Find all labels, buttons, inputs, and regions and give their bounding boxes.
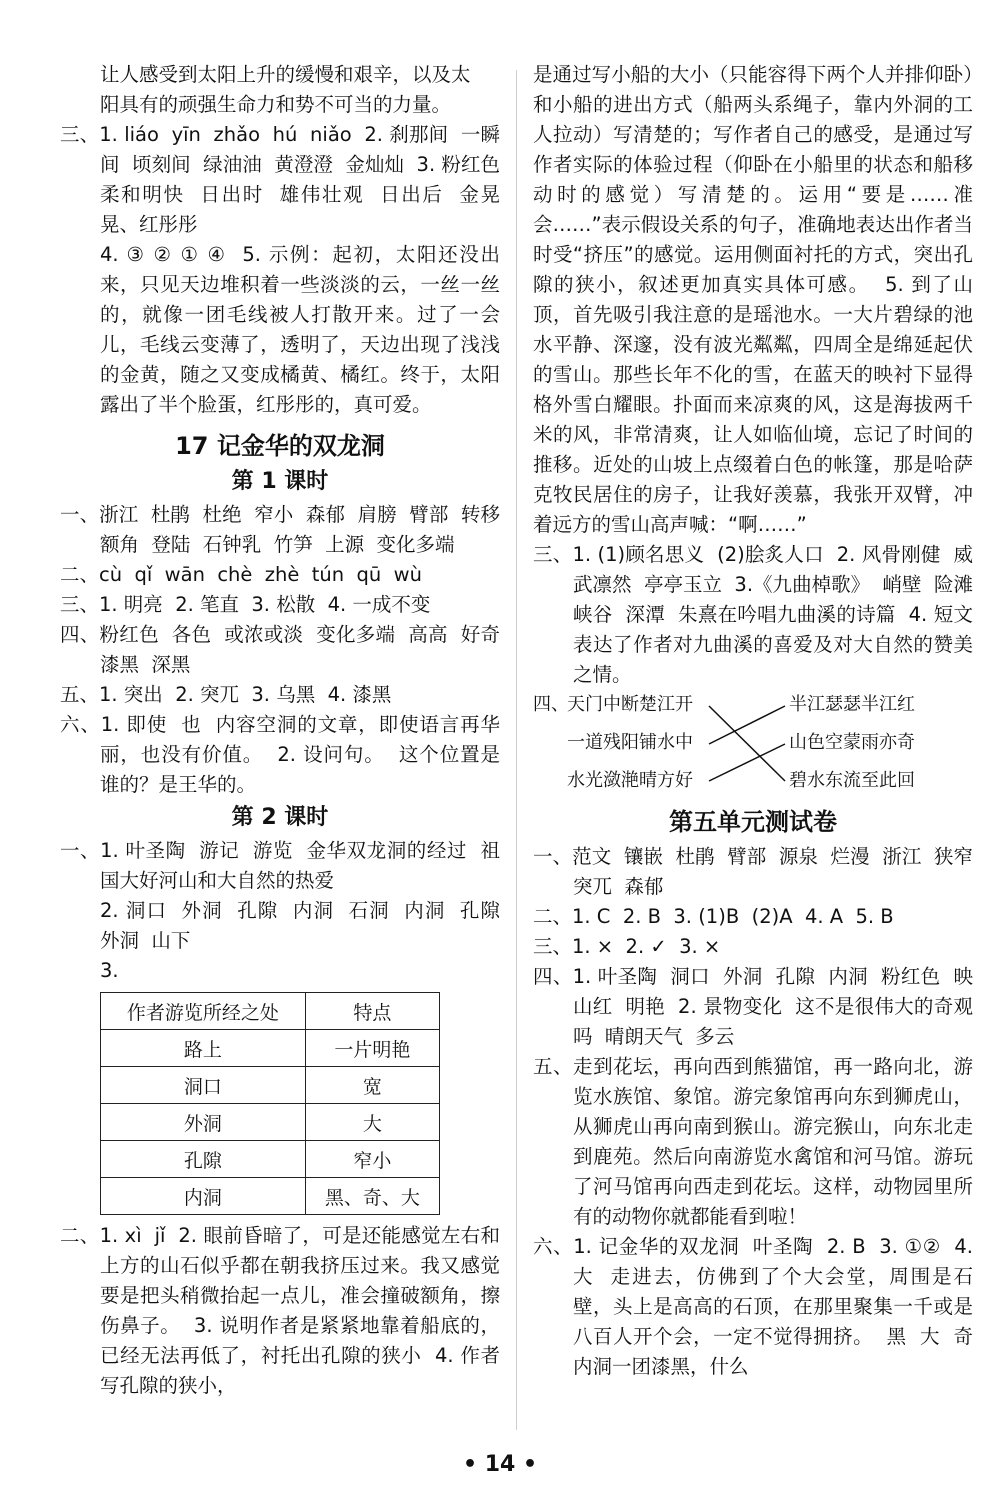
period-2-item: 3. (100, 959, 119, 982)
table-cell: 窄小 (305, 1141, 439, 1178)
period-1-item: 一、浙江 杜鹃 杜绝 窄小 森郁 肩膀 臂部 转移 额角 登陆 石钟乳 竹笋 上源 变化多端 (60, 503, 513, 556)
test-item: 一、范文 镶嵌 杜鹃 臂部 源泉 烂漫 浙江 狭窄 突兀 森郁 (533, 845, 986, 898)
period-1-item: 五、1. 突出 2. 突兀 3. 乌黑 4. 漆黑 (60, 683, 392, 706)
table-cell: 一片明艳 (305, 1030, 439, 1067)
match-line (709, 744, 785, 781)
poem-matching (533, 692, 973, 796)
poem-left-line: 天门中断楚江开 (567, 694, 693, 715)
matching-lines (533, 692, 973, 796)
right-column (533, 60, 986, 1382)
table-cell: 黑、奇、大 (305, 1178, 439, 1215)
match-line (709, 706, 785, 744)
test-item: 六、1. 记金华的双龙洞 叶圣陶 2. B 3. ①② 4. 大 走进去，仿佛到了个大会堂，周围是石壁，头上是高高的石顶，在那里聚集一千或是八百人开个会，一定不觉得拥挤。 黑 大 奇 内洞一团漆黑，什么 (533, 1235, 986, 1378)
table-row (101, 1141, 440, 1178)
table-header-row (101, 993, 440, 1030)
test-item: 四、1. 叶圣陶 洞口 外洞 孔隙 内洞 粉红色 映山红 明艳 2. 景物变化 这不是很伟大的奇观吗 晴朗天气 多云 (533, 965, 973, 1048)
test-item: 五、走到花坛，再向西到熊猫馆，再一路向北，游览水族馆、象馆。游完象馆再向东到狮虎山，从狮虎山再向南到猴山。游完猴山，向东北走到鹿苑。然后向南游览水禽馆和河马馆。游玩了河马馆再向西走到花坛。这样，动物园里所有的动物你就都能看到啦！ (533, 1055, 973, 1228)
period-1-item: 四、粉红色 各色 或浓或淡 变化多端 高高 好奇 漆黑 深黑 (60, 623, 513, 676)
poem-right-line: 半江瑟瑟半江红 (789, 694, 915, 715)
unit-test-title: 第五单元测试卷 (669, 808, 837, 836)
section-3-answers: 三、1. (1)顾名思义 (2)脍炙人口 2. 风骨刚健 威武凛然 亭亭玉立 3.《九曲棹歌》 峭壁 险滩 峡谷 深潭 朱熹在吟唱九曲溪的诗篇 4. 短文表达了作者对九曲溪的喜爱及对大自然的赞美之情。 (533, 543, 986, 686)
poem-right-line: 碧水东流至此回 (789, 770, 915, 791)
test-item: 二、1. C 2. B 3. (1)B (2)A 4. A 5. B (533, 905, 894, 928)
intro-line: 让人感受到太阳上升的缓慢和艰辛，以及太 (100, 63, 471, 86)
places-table (100, 992, 440, 1215)
matching-label: 四、 (533, 694, 569, 715)
lesson-title: 17 记金华的双龙洞 (175, 432, 385, 460)
table-header-cell: 特点 (305, 993, 439, 1030)
test-item: 三、1. × 2. ✓ 3. × (533, 935, 721, 958)
table-row (101, 1178, 440, 1215)
left-column (60, 60, 513, 1401)
table-cell: 路上 (101, 1030, 306, 1067)
table-cell: 外洞 (101, 1104, 306, 1141)
table-cell: 内洞 (101, 1178, 306, 1215)
period-2-title: 第 2 课时 (231, 805, 329, 830)
period-2-section-2: 二、1. xì jǐ 2. 眼前昏暗了，可是还能感觉左右和上方的山石似乎都在朝我挤压过来。我又感觉要是把头稍微抬起一点儿，准会撞破额角，擦伤鼻子。 3. 说明作者是紧紧地靠着船底的，已经无法再低了，衬托出孔隙的狭小 4. 作者写孔隙的狭小， (60, 1224, 500, 1397)
table-row (101, 1030, 440, 1067)
period-1-title: 第 1 课时 (231, 469, 329, 494)
intro-line: 阳具有的顽强生命力和势不可当的力量。 (100, 93, 452, 116)
table-cell: 宽 (305, 1067, 439, 1104)
period-1-item: 六、1. 即使 也 内容空洞的文章，即使语言再华丽，也没有价值。 2. 设问句。 这个位置是谁的？是王华的。 (60, 713, 500, 796)
column-divider (516, 70, 517, 1430)
table-cell: 洞口 (101, 1067, 306, 1104)
period-2-item: 一、1. 叶圣陶 游记 游览 金华双龙洞的经过 祖国大好河山和大自然的热爱 (60, 839, 500, 892)
table-cell: 大 (305, 1104, 439, 1141)
period-1-item: 三、1. 明亮 2. 笔直 3. 松散 4. 一成不变 (60, 593, 431, 616)
page-number: • 14 • (462, 1452, 538, 1477)
table-cell: 孔隙 (101, 1141, 306, 1178)
poem-left-line: 水光潋滟晴方好 (567, 770, 693, 791)
table-row (101, 1067, 440, 1104)
section-3-answers-continued: 4. ③ ② ① ④ 5. 示例：起初，太阳还没出来，只见天边堆积着一些淡淡的云，一丝一丝的，就像一团毛线被人打散开来。过了一会儿，毛线云变薄了，透明了，天边出现了浅浅的金黄，随之又变成橘黄、橘红。终于，太阳露出了半个脸蛋，红彤彤的，真可爱。 (100, 243, 500, 416)
poem-right-line: 山色空蒙雨亦奇 (789, 732, 915, 753)
poem-left-line: 一道残阳铺水中 (567, 732, 693, 753)
match-line (709, 706, 785, 781)
table-header-cell: 作者游览所经之处 (101, 993, 306, 1030)
section-3-answers: 三、1. liáo yīn zhǎo hú niǎo 2. 刹那间 一瞬间 顷刻间 绿油油 黄澄澄 金灿灿 3. 粉红色 柔和明快 日出时 雄伟壮观 日出后 金晃晃、红彤彤 (60, 123, 513, 236)
period-1-item: 二、cù qǐ wān chè zhè tún qū wù (60, 563, 422, 586)
period-2-item: 2. 洞口 外洞 孔隙 内洞 石洞 内洞 孔隙 外洞 山下 (100, 899, 513, 952)
continued-answer: 是通过写小船的大小（只能容得下两个人并排仰卧）和小船的进出方式（船两头系绳子，靠内外洞的工人拉动）写清楚的；写作者自己的感受，是通过写作者实际的体验过程（仰卧在小船里的状态和船移动时的感觉）写清楚的。运用“要是……准会……”表示假设关系的句子，准确地表达出作者当时受“挤压”的感觉。运用侧面衬托的方式，突出孔隙的狭小，叙述更加真实具体可感。 5. 到了山顶，首先吸引我注意的是瑶池水。一大片碧绿的池水平静、深邃，没有波光粼粼，四周全是绵延起伏的雪山。那些长年不化的雪，在蓝天的映衬下显得格外雪白耀眼。扑面而来凉爽的风，这是海拔两千米的风，非常清爽，让人如临仙境，忘记了时间的推移。近处的山坡上点缀着白色的帐篷，那是哈萨克牧民居住的房子，让我好羡慕，我张开双臂，冲着远方的雪山高声喊：“啊……” (533, 63, 973, 536)
table-row (101, 1104, 440, 1141)
